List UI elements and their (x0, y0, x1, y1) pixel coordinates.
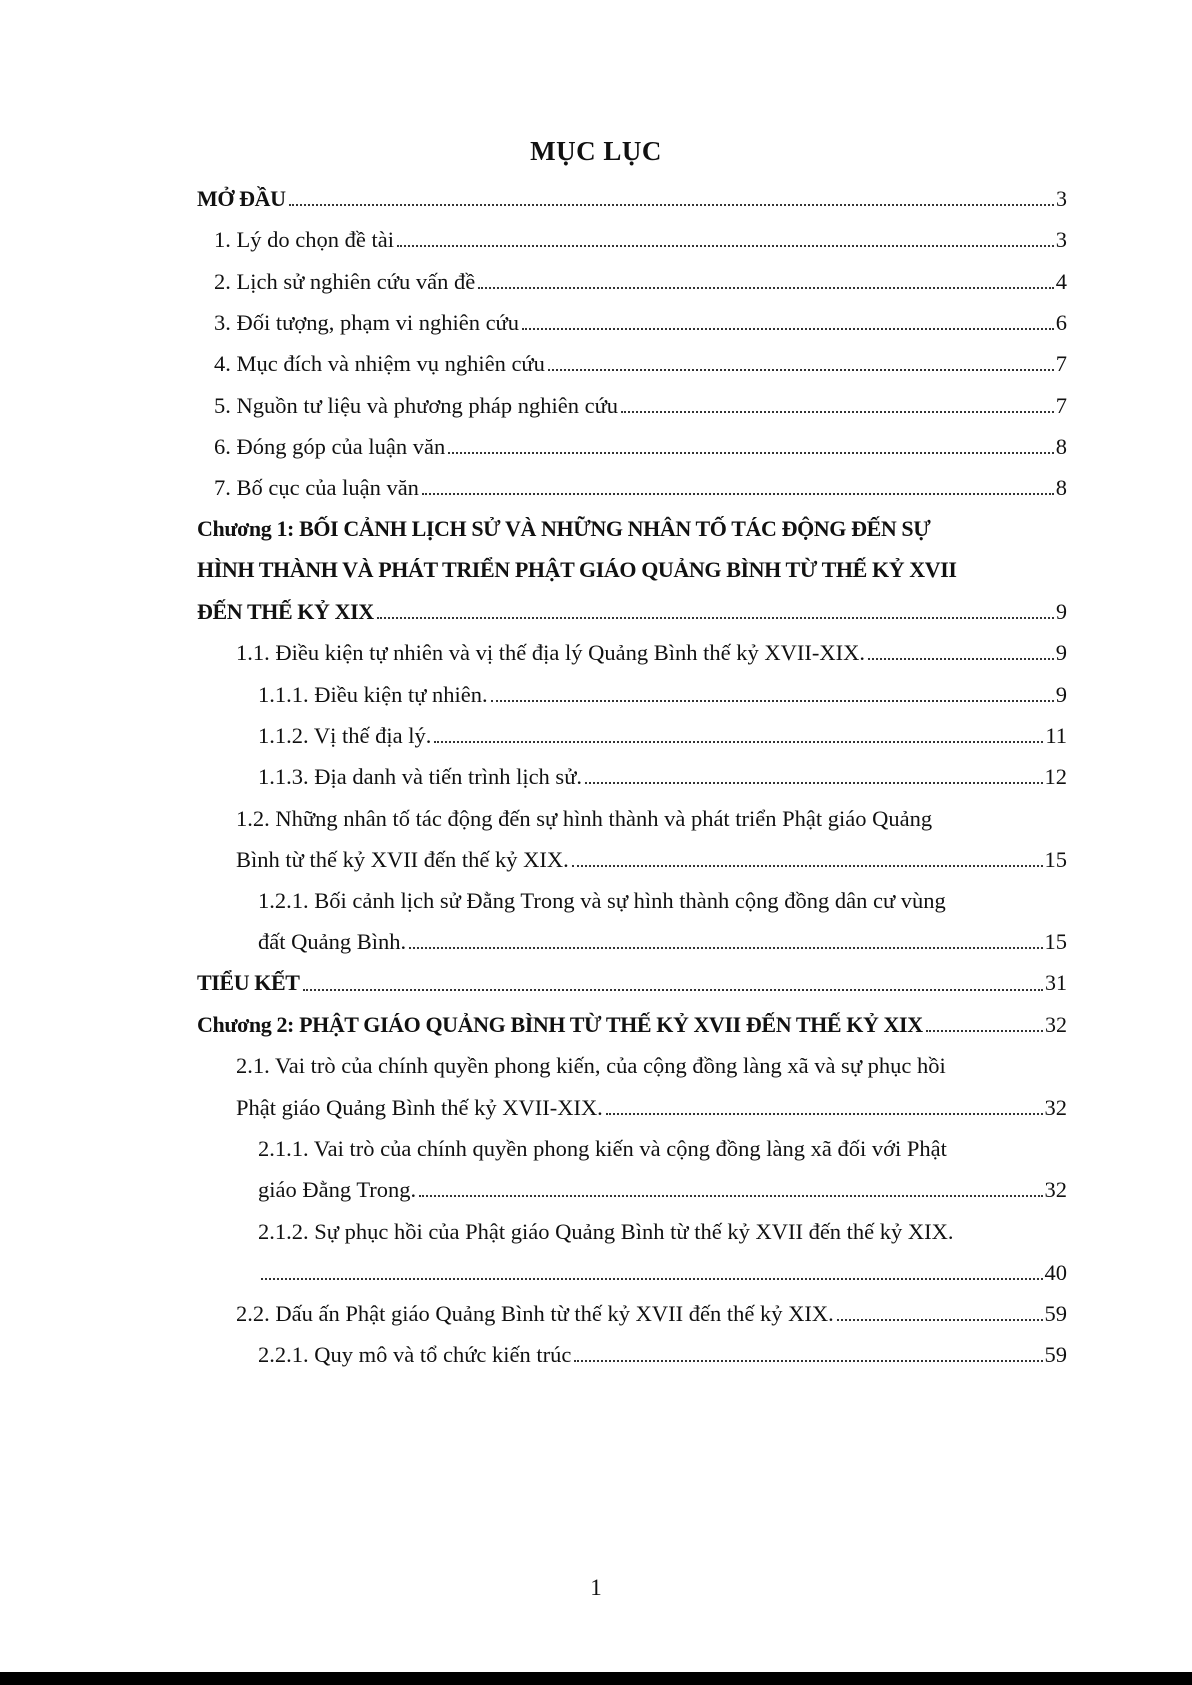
toc-entry[interactable] (236, 1295, 1067, 1327)
toc-dot-leader (574, 1360, 1042, 1362)
toc-entry[interactable] (197, 552, 1067, 584)
toc-dot-leader (409, 947, 1042, 949)
toc-entry[interactable] (236, 841, 1067, 873)
toc-entry[interactable] (214, 304, 1067, 336)
toc-dot-leader (478, 287, 1054, 289)
toc-entry-text: đất Quảng Bình. (258, 929, 407, 955)
toc-entry[interactable] (197, 510, 1067, 542)
toc-entry[interactable] (214, 387, 1067, 419)
toc-entry-text: 1.2. Những nhân tố tác động đến sự hình thành và phát triển Phật giáo Quảng (236, 805, 933, 831)
toc-entry-page: 9 (1056, 598, 1067, 624)
toc-entry[interactable] (258, 1254, 1067, 1286)
page-title: MỤC LỤC (530, 136, 662, 166)
toc-entry[interactable] (236, 1089, 1067, 1121)
toc-entry[interactable] (197, 180, 1067, 212)
toc-entry[interactable] (258, 758, 1067, 790)
toc-entry[interactable] (258, 1213, 1067, 1245)
toc-entry[interactable] (258, 1130, 1067, 1162)
toc-entry-page: 3 (1055, 227, 1067, 253)
toc-entry-page: 7 (1055, 351, 1067, 377)
toc-entry-page: 15 (1044, 846, 1067, 872)
toc-dot-leader (548, 369, 1054, 371)
toc-entry-page: 3 (1056, 185, 1067, 211)
toc-entry[interactable] (236, 634, 1067, 666)
toc-entry[interactable] (236, 1047, 1067, 1079)
toc-entry-page: 59 (1044, 1342, 1067, 1368)
toc-entry-text: MỞ ĐẦU (197, 185, 286, 211)
toc-entry-page: 32 (1044, 1094, 1067, 1120)
toc-entry-text: 2.2. Dấu ấn Phật giáo Quảng Bình từ thế kỷ XVII đến thế kỷ XIX. (236, 1301, 834, 1327)
toc-entry-text: giáo Đằng Trong. (258, 1177, 417, 1203)
page-number: 1 (590, 1575, 602, 1600)
toc-entry-text: 2.1.2. Sự phục hồi của Phật giáo Quảng Bình từ thế kỷ XVII đến thế kỷ XIX. (258, 1218, 954, 1244)
toc-dot-leader (572, 865, 1043, 867)
toc-entry-page: 31 (1045, 970, 1067, 996)
toc-entry-text: 2.1.1. Vai trò của chính quyền phong kiến và cộng đồng làng xã đối với Phật (258, 1135, 947, 1161)
toc-entry[interactable] (214, 428, 1067, 460)
toc-entry[interactable] (258, 1171, 1067, 1203)
toc-entry[interactable] (258, 676, 1067, 708)
toc-dot-leader (434, 741, 1043, 743)
toc-dot-leader (261, 1278, 1043, 1280)
toc-entry-text: Phật giáo Quảng Bình thế kỷ XVII-XIX. (236, 1094, 603, 1120)
toc-dot-leader (621, 411, 1054, 413)
toc-entry-page: 11 (1045, 722, 1067, 748)
toc-entry-page: 12 (1044, 764, 1067, 790)
toc-entry-page: 40 (1044, 1259, 1067, 1285)
toc-entry-text: 1.1.2. Vị thế địa lý. (258, 722, 432, 748)
toc-entry-page: 59 (1044, 1301, 1067, 1327)
toc-entry-text: 1.1.1. Điều kiện tự nhiên. (258, 681, 488, 707)
toc-entry[interactable] (214, 345, 1067, 377)
toc-entry-page: 9 (1055, 640, 1067, 666)
toc-entry[interactable] (258, 717, 1067, 749)
toc-entry-text: HÌNH THÀNH VÀ PHÁT TRIỂN PHẬT GIÁO QUẢNG BÌNH TỪ THẾ KỶ XVII (197, 557, 957, 583)
toc-dot-leader (419, 1195, 1042, 1197)
toc-dot-leader (303, 989, 1043, 991)
toc-entry-text: ĐẾN THẾ KỶ XIX (197, 598, 374, 624)
toc-entry-page: 9 (1055, 681, 1067, 707)
toc-entry-text: 1.1. Điều kiện tự nhiên và vị thế địa lý Quảng Bình thế kỷ XVII-XIX. (236, 640, 865, 666)
toc-dot-leader (926, 1030, 1043, 1032)
toc-entry-text: 7. Bố cục của luận văn (214, 475, 419, 501)
toc-dot-leader (837, 1319, 1043, 1321)
toc-dot-leader (289, 204, 1054, 206)
toc-dot-leader (397, 245, 1054, 247)
toc-entry-text: 6. Đóng góp của luận văn (214, 433, 446, 459)
toc-entry-text: 4. Mục đích và nhiệm vụ nghiên cứu (214, 351, 545, 377)
toc-entry-text: 3. Đối tượng, phạm vi nghiên cứu (214, 309, 520, 335)
toc-entry-page: 4 (1055, 268, 1067, 294)
toc-entry-text: Bình từ thế kỷ XVII đến thế kỷ XIX. (236, 846, 569, 872)
toc-entry-text: 1.2.1. Bối cảnh lịch sử Đằng Trong và sự hình thành cộng đồng dân cư vùng (258, 888, 946, 914)
toc-entry-page: 32 (1045, 1011, 1067, 1037)
toc-entry-page: 8 (1055, 475, 1067, 501)
toc-entry[interactable] (214, 263, 1067, 295)
toc-entry-text: 2. Lịch sử nghiên cứu vấn đề (214, 268, 476, 294)
toc-entry[interactable] (258, 923, 1067, 955)
toc-entry-text: 2.1. Vai trò của chính quyền phong kiến, của cộng đồng làng xã và sự phục hồi (236, 1053, 946, 1079)
toc-entry-page: 7 (1055, 392, 1067, 418)
toc-dot-leader (606, 1113, 1043, 1115)
toc-dot-leader (448, 452, 1054, 454)
toc-entry[interactable] (236, 800, 1067, 832)
toc-entry-page: 8 (1055, 433, 1067, 459)
toc-entry-text: 2.2.1. Quy mô và tổ chức kiến trúc (258, 1342, 572, 1368)
toc-dot-leader (491, 700, 1054, 702)
toc-entry-text: Chương 2: PHẬT GIÁO QUẢNG BÌNH TỪ THẾ KỶ XVII ĐẾN THẾ KỶ XIX (197, 1011, 923, 1037)
toc-entry[interactable] (214, 221, 1067, 253)
toc-entry-text: TIỂU KẾT (197, 970, 300, 996)
toc-entry-text: 1.1.3. Địa danh và tiến trình lịch sử. (258, 764, 583, 790)
toc-dot-leader (585, 782, 1042, 784)
toc-entry[interactable] (197, 593, 1067, 625)
toc-entry-page: 32 (1044, 1177, 1067, 1203)
bottom-border (0, 1672, 1192, 1685)
toc-entry-page: 15 (1044, 929, 1067, 955)
toc-entry[interactable] (197, 1006, 1067, 1038)
toc-entry[interactable] (197, 965, 1067, 997)
toc-dot-leader (522, 328, 1054, 330)
toc-dot-leader (422, 493, 1054, 495)
toc-entry[interactable] (258, 1336, 1067, 1368)
toc-entry[interactable] (214, 469, 1067, 501)
toc-dot-leader (377, 617, 1054, 619)
toc-entry-text: 1. Lý do chọn đề tài (214, 227, 394, 253)
toc-entry-text: Chương 1: BỐI CẢNH LỊCH SỬ VÀ NHỮNG NHÂN TỐ TÁC ĐỘNG ĐẾN SỰ (197, 516, 931, 541)
toc-dot-leader (868, 658, 1054, 660)
toc-entry[interactable] (258, 882, 1067, 914)
toc-entry-text: 5. Nguồn tư liệu và phương pháp nghiên cứu (214, 392, 619, 418)
toc-entry-page: 6 (1055, 309, 1067, 335)
